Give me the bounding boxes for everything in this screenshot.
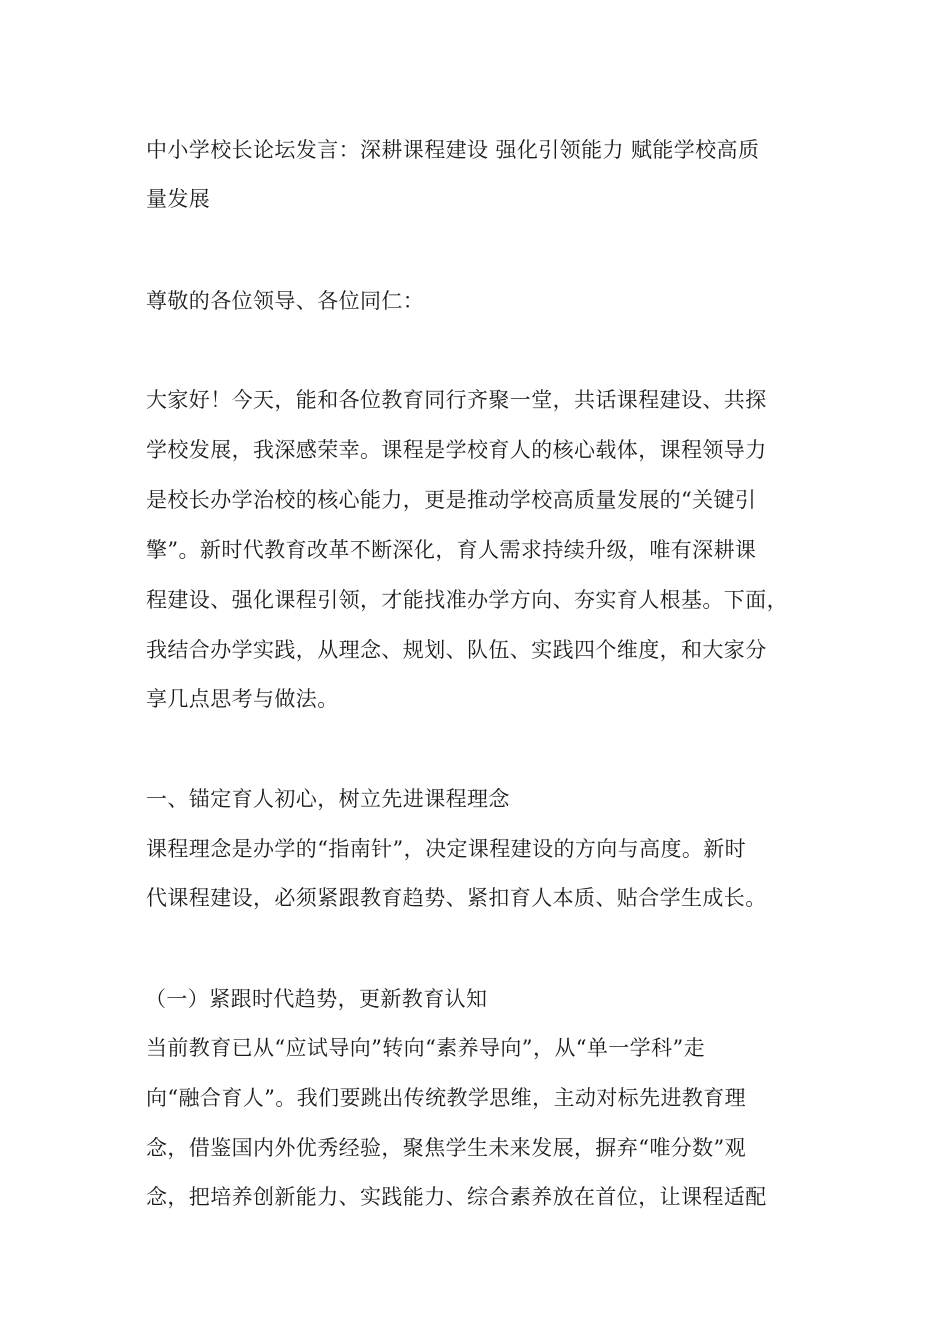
subsection-paragraph-line: 念，把培养创新能力、实践能力、综合素养放在首位，让课程适配 bbox=[146, 1185, 767, 1209]
intro-paragraph-line: 我结合办学实践，从理念、规划、队伍、实践四个维度，和大家分 bbox=[146, 638, 767, 662]
intro-paragraph-line: 享几点思考与做法。 bbox=[146, 687, 339, 711]
document-title-line-2: 量发展 bbox=[146, 187, 211, 211]
section-paragraph-line: 代课程建设，必须紧跟教育趋势、紧扣育人本质、贴合学生成长。 bbox=[146, 886, 767, 910]
section-heading: 一、锚定育人初心，树立先进课程理念 bbox=[146, 787, 510, 811]
intro-paragraph-line: 学校发展，我深感荣幸。课程是学校育人的核心载体，课程领导力 bbox=[146, 438, 767, 462]
subsection-paragraph-line: 当前教育已从“应试导向”转向“素养导向”，从“单一学科”走 bbox=[146, 1036, 706, 1060]
salutation: 尊敬的各位领导、各位同仁： bbox=[146, 289, 425, 313]
intro-paragraph-line: 擎”。新时代教育改革不断深化，育人需求持续升级，唯有深耕课 bbox=[146, 538, 757, 562]
subsection-heading: （一）紧跟时代趋势，更新教育认知 bbox=[145, 987, 488, 1011]
subsection-paragraph-line: 念，借鉴国内外优秀经验，聚焦学生未来发展，摒弃“唯分数”观 bbox=[146, 1136, 747, 1160]
intro-paragraph-line: 大家好！今天，能和各位教育同行齐聚一堂，共话课程建设、共探 bbox=[146, 388, 767, 412]
subsection-paragraph-line: 向“融合育人”。我们要跳出传统教学思维，主动对标先进教育理 bbox=[146, 1086, 747, 1110]
intro-paragraph-line: 程建设、强化课程引领，才能找准办学方向、夯实育人根基。下面， bbox=[146, 588, 788, 612]
document-title-line-1: 中小学校长论坛发言：深耕课程建设 强化引领能力 赋能学校高质 bbox=[146, 138, 760, 162]
section-paragraph-line: 课程理念是办学的“指南针”，决定课程建设的方向与高度。新时 bbox=[146, 837, 747, 861]
intro-paragraph-line: 是校长办学治校的核心能力，更是推动学校高质量发展的“关键引 bbox=[146, 488, 757, 512]
